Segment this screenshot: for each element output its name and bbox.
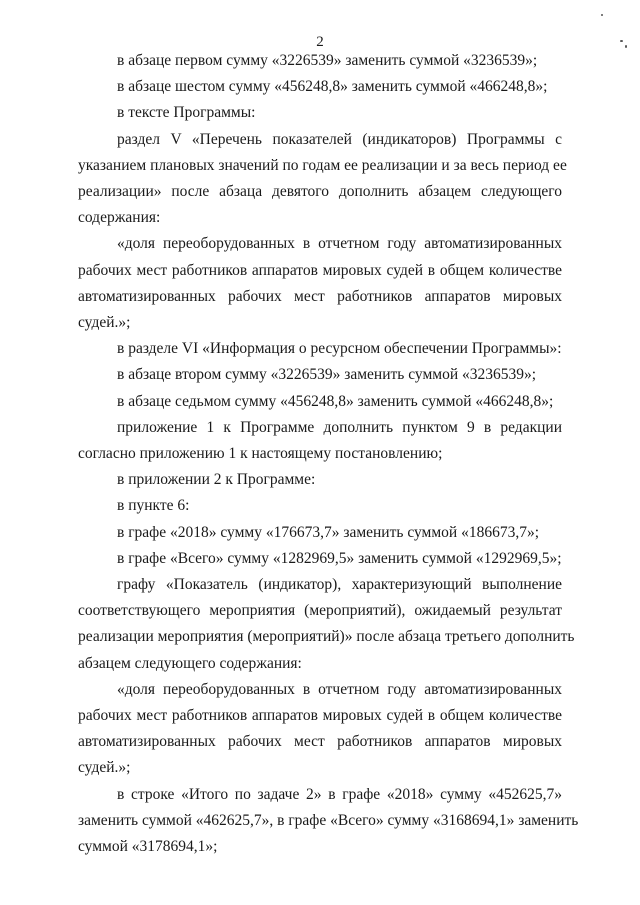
text-line: реализации» после абзаца девятого дополнить абзацем следующего [78,183,562,201]
paragraph [78,127,567,232]
paragraph [78,74,562,100]
paragraph [78,389,562,415]
text-line: рабочих мест работников аппаратов мировых судей в общем количестве [78,707,562,725]
paragraph [78,677,562,782]
text-line: в абзаце первом сумму «3226539» заменить суммой «3236539»; [117,52,538,69]
text-line: суммой «3178694,1»; [78,838,218,856]
paragraph [78,362,562,388]
text-line: в разделе VI «Информация о ресурсном обеспечении Программы»: [117,340,562,358]
text-line: судей.»; [78,314,131,332]
text-line: в абзаце шестом сумму «456248,8» заменить суммой «466248,8»; [117,78,548,96]
paragraph [78,467,562,493]
paragraph [78,493,562,519]
text-line: в графе «Всего» сумму «1282969,5» заменить суммой «1292969,5»; [117,549,562,567]
text-line: в абзаце втором сумму «3226539» заменить суммой «3236539»; [117,366,537,384]
text-line: указанием плановых значений по годам ее реализации и за весь период ее [78,156,567,174]
scan-speck [625,45,627,48]
paragraph [78,48,562,74]
text-line: автоматизированных рабочих мест работников аппаратов мировых [78,733,562,751]
text-line: судей.»; [78,759,131,777]
page-number: 2 [316,34,324,50]
paragraph [78,231,562,336]
paragraph [78,100,562,126]
paragraph [78,546,562,572]
text-line: заменить суммой «462625,7», в графе «Всего» сумму «3168694,1» заменить [78,811,579,829]
text-line: «доля переоборудованных в отчетном году автоматизированных [117,235,562,253]
text-line: приложение 1 к Программе дополнить пунктом 9 в редакции [117,418,562,436]
text-line: графу «Показатель (индикатор), характеризующий выполнение [117,576,562,594]
text-line: автоматизированных рабочих мест работников аппаратов мировых [78,287,562,305]
text-line: согласно приложению 1 к настоящему постановлению; [78,445,443,463]
text-line: соответствующего мероприятия (мероприятий), ожидаемый результат [78,602,562,620]
text-line: в строке «Итого по задаче 2» в графе «2018» сумму «452625,7» [117,785,562,803]
text-line: «доля переоборудованных в отчетном году автоматизированных [117,680,562,698]
paragraph [78,572,575,677]
scan-speck [620,40,623,42]
text-line: в абзаце седьмом сумму «456248,8» заменить суммой «466248,8»; [117,392,554,410]
scan-speck [601,14,603,16]
text-line: в приложении 2 к Программе: [117,471,316,489]
document-body [78,48,579,860]
paragraph [78,336,562,362]
text-line: раздел V «Перечень показателей (индикаторов) Программы с [117,130,562,148]
paragraph [78,782,579,861]
paragraph [78,520,562,546]
text-line: в тексте Программы: [117,104,256,122]
text-line: абзацем следующего содержания: [78,654,302,672]
paragraph [78,415,562,467]
text-line: рабочих мест работников аппаратов мировых судей в общем количестве [78,261,562,279]
text-line: содержания: [78,209,161,227]
text-line: в графе «2018» сумму «176673,7» заменить суммой «186673,7»; [117,523,540,541]
text-line: в пункте 6: [117,497,190,515]
text-line: реализации мероприятия (мероприятий)» после абзаца третьего дополнить [78,628,575,646]
